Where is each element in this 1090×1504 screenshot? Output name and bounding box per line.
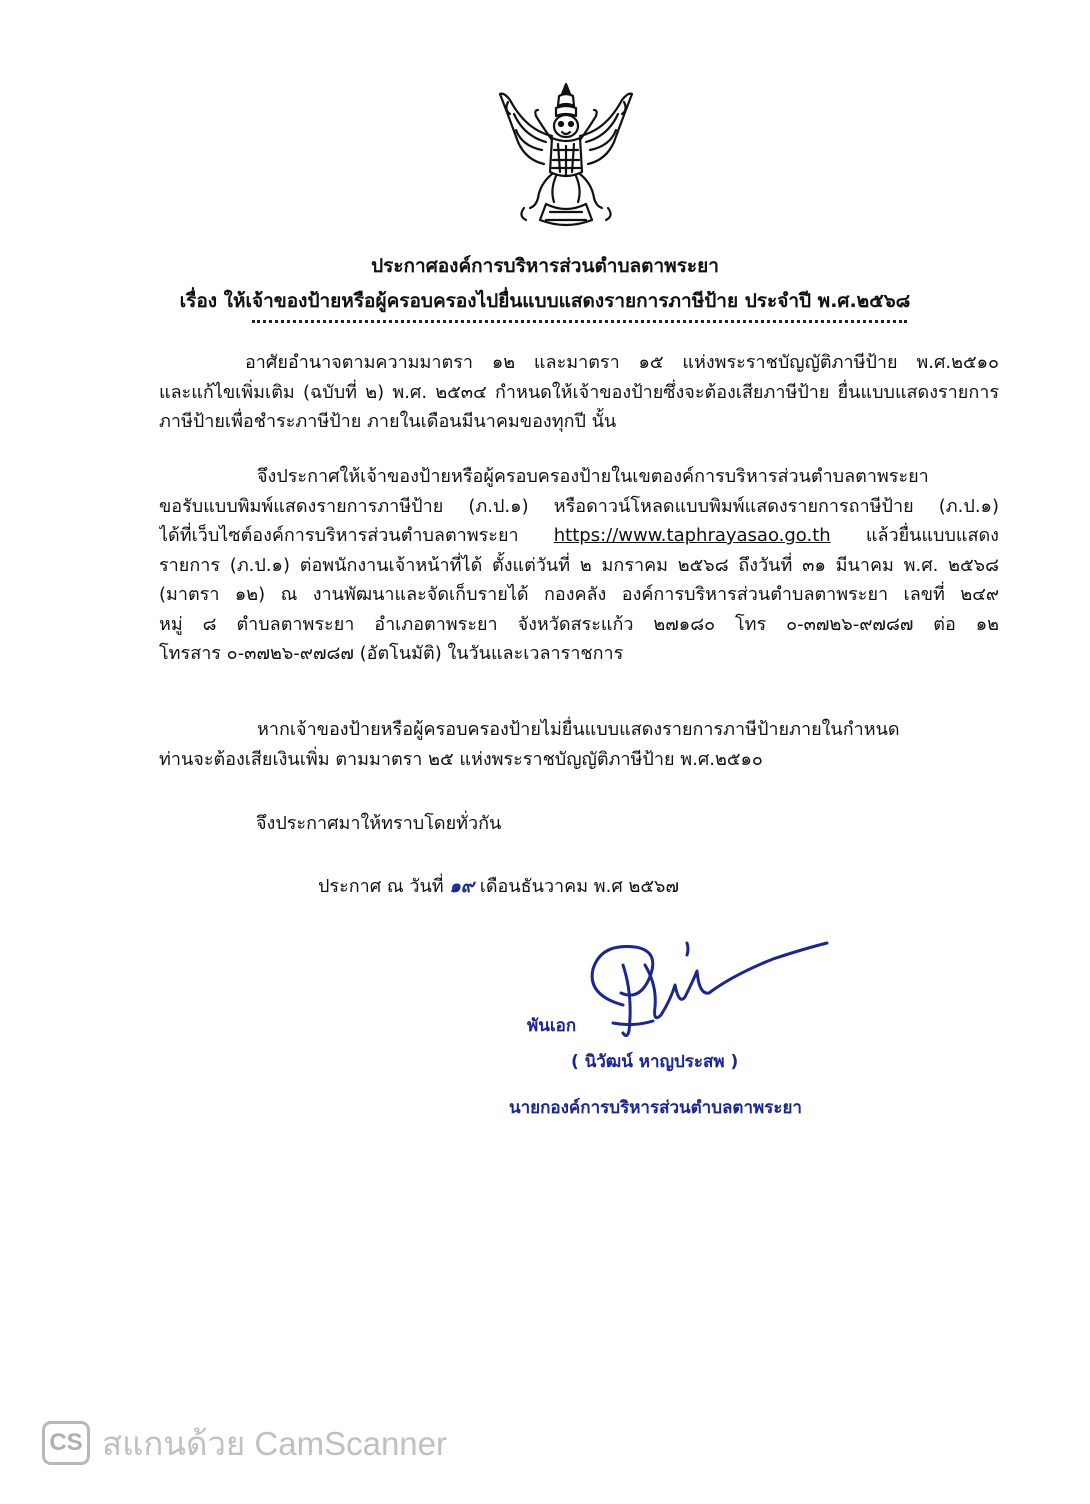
- website-label: ได้ที่เว็บไซต์องค์การบริหารส่วนตำบลตาพระยา: [159, 525, 519, 546]
- paragraph-line: ท่านจะต้องเสียเงินเพิ่ม ตามมาตรา ๒๕ แห่งพระราชบัญญัติภาษีป้าย พ.ศ.๒๕๑๐: [159, 748, 763, 770]
- announcement-title: ประกาศองค์การบริหารส่วนตำบลตาพระยา: [371, 255, 719, 277]
- paragraph-instructions: [159, 462, 999, 669]
- camscanner-logo-icon: CS: [42, 1421, 90, 1465]
- date-day: ๑๙: [449, 876, 474, 897]
- paragraph-line: จึงประกาศให้เจ้าของป้ายหรือผู้ครอบครองป้ายในเขตองค์การบริหารส่วนตำบลตาพระยา: [257, 466, 929, 487]
- paragraph-line: อาศัยอำนาจตามความมาตรา ๑๒ และมาตรา ๑๕ แห่งพระราชบัญญัติภาษีป้าย พ.ศ.๒๕๑๐: [245, 352, 999, 373]
- announcement-date: [318, 871, 679, 900]
- paragraph-penalty: [159, 715, 999, 774]
- date-suffix: เดือนธันวาคม พ.ศ ๒๕๖๗: [479, 876, 679, 897]
- camscanner-watermark: [42, 1418, 447, 1468]
- paragraph-line: ขอรับแบบพิมพ์แสดงรายการภาษีป้าย (ภ.ป.๑) หรือดาวน์โหลดแบบพิมพ์แสดงรายการถาษีป้าย (ภ.ป.๑): [159, 495, 999, 517]
- paragraph-authority: [159, 348, 999, 437]
- paragraph-line: และแก้ไขเพิ่มเติม (ฉบับที่ ๒) พ.ศ. ๒๕๓๔ กำหนดให้เจ้าของป้ายซึ่งจะต้องเสียภาษีป้าย ยื่นแบบแสดงรายการ: [159, 381, 999, 403]
- signer-position: นายกองค์การบริหารส่วนตำบลตาพระยา: [509, 1098, 802, 1118]
- paragraph-line: (มาตรา ๑๒) ณ งานพัฒนาและจัดเก็บรายได้ กองคลัง องค์การบริหารส่วนตำบลตาพระยา เลขที่ ๒๔๙: [159, 584, 999, 605]
- date-prefix: ประกาศ ณ วันที่: [318, 876, 444, 897]
- website-line-end: แล้วยื่นแบบแสดง: [865, 525, 999, 546]
- garuda-emblem-icon: [496, 80, 636, 232]
- dotted-divider: [252, 320, 907, 323]
- watermark-text: สแกนด้วย CamScanner: [102, 1424, 448, 1462]
- paragraph-line: [159, 521, 999, 551]
- paragraph-line: รายการ (ภ.ป.๑) ต่อพนักงานเจ้าหน้าที่ได้ ตั้งแต่วันที่ ๒ มกราคม ๒๕๖๘ ถึงวันที่ ๓๑ มีนาคม พ.ศ. ๒๕๖๘: [159, 554, 999, 576]
- paragraph-line: หมู่ ๘ ตำบลตาพระยา อำเภอตาพระยา จังหวัดสระแก้ว ๒๗๑๘๐ โทร ๐-๓๗๒๖-๙๗๘๗ ต่อ ๑๒: [159, 613, 999, 635]
- website-link[interactable]: https://www.taphrayasao.go.th: [553, 525, 831, 546]
- handwritten-signature: [583, 935, 843, 1045]
- paragraph-line: ภาษีป้ายเพื่อชำระภาษีป้าย ภายในเดือนมีนาคมของทุกปี นั้น: [159, 411, 617, 432]
- signer-rank: พันเอก: [527, 1016, 577, 1036]
- paragraph-line: หากเจ้าของป้ายหรือผู้ครอบครองป้ายไม่ยื่นแบบแสดงรายการภาษีป้ายภายในกำหนด: [257, 719, 900, 740]
- paragraph-line: โทรสาร ๐-๓๗๒๖-๙๗๘๗ (อัตโนมัติ) ในวันและเวลาราชการ: [159, 643, 624, 664]
- signer-name: ( นิวัฒน์ หาญประสพ ): [571, 1052, 739, 1072]
- announcement-subject: เรื่อง ให้เจ้าของป้ายหรือผู้ครอบครองไปยื่นแบบแสดงรายการภาษีป้าย ประจำปี พ.ศ.๒๕๖๘: [179, 290, 911, 312]
- closing-statement: จึงประกาศมาให้ทราบโดยทั่วกัน: [256, 813, 502, 834]
